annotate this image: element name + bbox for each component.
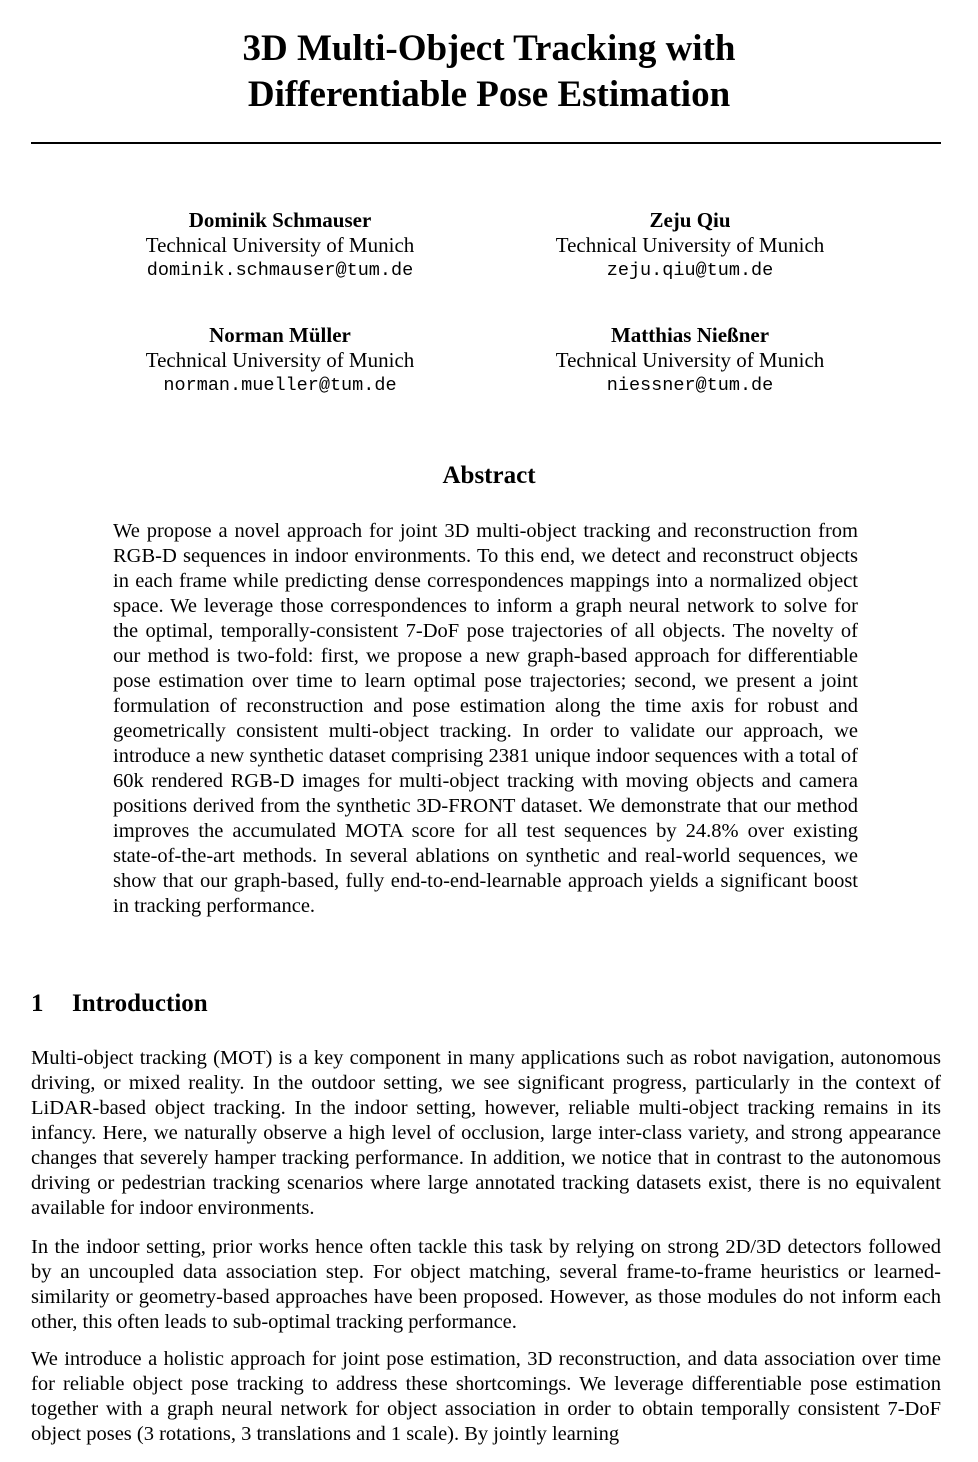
title-rule: [31, 142, 941, 144]
author-affiliation: Technical University of Munich: [555, 233, 825, 257]
title-line-2: Differentiable Pose Estimation: [247, 74, 731, 115]
intro-paragraph: Multi-object tracking (MOT) is a key component in many applications such as robot navigation, autonomous driving, or mixed reality. In the outdoor setting, we see significant progress, particularly in the context of LiDAR-based object tracking. In the indoor setting, however, reliable multi-object tracking remains in its infancy. Here, we naturally observe a high level of occlusion, large inter-class variety, and strong appearance changes that severely hamper tracking performance. In addition, we notice that in contrast to the autonomous driving or pedestrian tracking scenarios where large annotated tracking datasets exist, there is no equivalent available for indoor environments.: [31, 1047, 941, 1219]
author-name: Norman Müller: [209, 323, 351, 347]
author-block: [490, 208, 890, 283]
paper-title: [0, 26, 978, 118]
author-name: Matthias Nießner: [610, 323, 770, 347]
intro-paragraph: We introduce a holistic approach for joint pose estimation, 3D reconstruction, and data association over time for reliable object pose tracking to address these shortcomings. We leverage differentiable pose estimation together with a graph neural network for object association in order to obtain temporally consistent 7-DoF object poses (3 rotations, 3 translations and 1 scale). By jointly learning: [31, 1348, 941, 1445]
intro-paragraph: In the indoor setting, prior works hence often tackle this task by relying on strong 2D/3D detectors followed by an uncoupled data association step. For object matching, several frame-to-frame heuristics or learned-similarity or geometry-based approaches have been proposed. However, as those modules do not inform each other, this often leads to sub-optimal tracking performance.: [31, 1236, 941, 1333]
author-name: Zeju Qiu: [649, 208, 731, 232]
section-number: 1: [31, 990, 44, 1017]
author-email: norman.mueller@tum.de: [163, 375, 397, 396]
abstract-text: We propose a novel approach for joint 3D multi-object tracking and reconstruction from RGB-D sequences in indoor environments. To this end, we detect and reconstruct objects in each frame while predicting dense correspondences mappings into a normalized object space. We leverage those correspondences to inform a graph neural network to solve for the optimal, temporally-consistent 7-DoF pose trajectories of all objects. The novelty of our method is two-fold: first, we propose a new graph-based approach for differentiable pose estimation over time to learn optimal pose trajectories; second, we present a joint formulation of reconstruction and pose estimation along the time axis for robust and geometrically consistent multi-object tracking. In order to validate our approach, we introduce a new synthetic dataset comprising 2381 unique indoor sequences with a total of 60k rendered RGB-D images for multi-object tracking with moving objects and camera positions derived from the synthetic 3D-FRONT dataset. We demonstrate that our method improves the accumulated MOTA score for all test sequences by 24.8% over existing state-of-the-art methods. In several ablations on synthetic and real-world sequences, we show that our graph-based, fully end-to-end-learnable approach yields a significant boost in tracking performance.: [113, 520, 858, 917]
author-affiliation: Technical University of Munich: [145, 233, 415, 257]
section-heading-introduction: [31, 990, 208, 1018]
author-email: dominik.schmauser@tum.de: [146, 260, 414, 281]
author-affiliation: Technical University of Munich: [555, 348, 825, 372]
author-block: [490, 323, 890, 398]
section-title: Introduction: [72, 990, 208, 1017]
author-block: [80, 208, 480, 283]
author-email: zeju.qiu@tum.de: [606, 260, 774, 281]
author-block: [80, 323, 480, 398]
title-line-1: 3D Multi-Object Tracking with: [242, 28, 736, 69]
author-email: niessner@tum.de: [606, 375, 774, 396]
author-name: Dominik Schmauser: [188, 208, 372, 232]
abstract-heading: Abstract: [442, 462, 536, 489]
author-affiliation: Technical University of Munich: [145, 348, 415, 372]
